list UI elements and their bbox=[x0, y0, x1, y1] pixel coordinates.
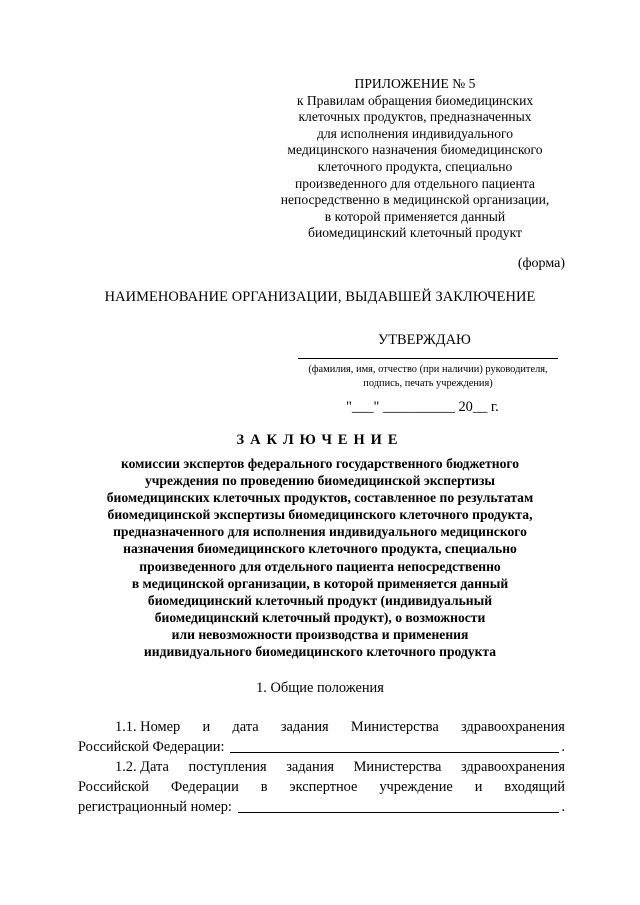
signature-caption bbox=[285, 363, 571, 392]
organization-name: НАИМЕНОВАНИЕ ОРГАНИЗАЦИИ, ВЫДАВШЕЙ ЗАКЛЮЧЕНИЕ bbox=[104, 289, 536, 305]
annex-line: в которой применяется данный bbox=[324, 208, 506, 224]
approval-date: "___" __________ 20__ г. bbox=[346, 399, 499, 415]
word: дата bbox=[232, 719, 259, 735]
word: здравоохранения bbox=[461, 759, 565, 775]
annex-line: непосредственно в медицинской организации, bbox=[280, 192, 550, 208]
section-heading: 1. Общие положения bbox=[256, 680, 384, 696]
document-subtitle bbox=[70, 455, 570, 660]
word: и bbox=[474, 779, 483, 795]
word: поступления bbox=[188, 759, 267, 775]
field-label: регистрационный номер: bbox=[78, 799, 232, 815]
annex-line: произведенного для отдельного пациента bbox=[295, 175, 535, 191]
subtitle-line: или невозможности производства и применения bbox=[171, 626, 469, 642]
annex-line: биомедицинский клеточный продукт bbox=[308, 225, 522, 241]
item-1-2-line1 bbox=[78, 757, 565, 777]
item-1-1-line2 bbox=[78, 737, 565, 757]
annex-line: ПРИЛОЖЕНИЕ № 5 bbox=[354, 76, 476, 91]
registration-number-blank[interactable] bbox=[238, 798, 559, 813]
line-end: . bbox=[561, 799, 565, 815]
item-1-1 bbox=[78, 717, 565, 757]
word: Федерации bbox=[170, 779, 239, 795]
word: 1.1. Номер bbox=[115, 719, 181, 735]
signature-caption-line: подпись, печать учреждения) bbox=[363, 378, 493, 390]
subtitle-line: комиссии экспертов федерального государственного бюджетного bbox=[120, 456, 520, 471]
signature-line bbox=[298, 358, 558, 359]
document-title: ЗАКЛЮЧЕНИЕ bbox=[236, 432, 404, 448]
word: в bbox=[260, 779, 268, 795]
subtitle-line: предназначенного для исполнения индивидуального медицинского bbox=[113, 524, 527, 540]
number-date-blank[interactable] bbox=[230, 738, 559, 753]
word: Министерства bbox=[350, 719, 439, 735]
item-1-2-line2 bbox=[78, 777, 565, 797]
subtitle-line: назначения биомедицинского клеточного продукта, специально bbox=[123, 541, 517, 557]
form-label: (форма) bbox=[517, 256, 565, 271]
signature-caption-line: (фамилия, имя, отчество (при наличии) руководителя, bbox=[308, 364, 548, 375]
word: и bbox=[202, 719, 211, 735]
subtitle-line: биомедицинских клеточных продуктов, составленное по результатам bbox=[106, 490, 534, 506]
word: задания bbox=[280, 719, 329, 735]
word: учреждение bbox=[379, 779, 453, 795]
item-1-2 bbox=[78, 757, 565, 817]
word: 1.2. Дата bbox=[115, 759, 169, 775]
annex-line: к Правилам обращения биомедицинских bbox=[296, 92, 534, 108]
annex-line: для исполнения индивидуального bbox=[316, 125, 514, 141]
subtitle-line: биомедицинский клеточный продукт (индивидуальный bbox=[147, 592, 493, 608]
subtitle-line: произведенного для отдельного пациента непосредственно bbox=[139, 558, 501, 574]
annex-line: медицинского назначения биомедицинского bbox=[287, 142, 543, 158]
word: Российской bbox=[78, 779, 149, 795]
word: задания bbox=[286, 759, 335, 775]
approval-heading: УТВЕРЖДАЮ bbox=[378, 332, 471, 348]
subtitle-line: биомедицинский клеточный продукт), о возможности bbox=[154, 609, 486, 625]
item-1-2-line3 bbox=[78, 797, 565, 817]
line-end: . bbox=[561, 739, 565, 755]
subtitle-line: в медицинской организации, в которой применяется данный bbox=[131, 575, 509, 591]
annex-line: клеточных продуктов, предназначенных bbox=[298, 109, 532, 125]
subtitle-line: биомедицинской экспертизы биомедицинского клеточного продукта, bbox=[107, 507, 533, 523]
word: Министерства bbox=[353, 759, 442, 775]
item-1-1-line1 bbox=[78, 717, 565, 737]
annex-line: клеточного продукта, специально bbox=[317, 158, 513, 174]
field-label: Российской Федерации: bbox=[78, 739, 225, 755]
word: экспертное bbox=[289, 779, 358, 795]
word: входящий bbox=[504, 779, 565, 795]
subtitle-line: индивидуального биомедицинского клеточного продукта bbox=[143, 644, 497, 660]
annex-header bbox=[250, 76, 580, 242]
word: здравоохранения bbox=[460, 719, 565, 735]
subtitle-line: учреждения по проведению биомедицинской экспертизы bbox=[144, 473, 496, 489]
